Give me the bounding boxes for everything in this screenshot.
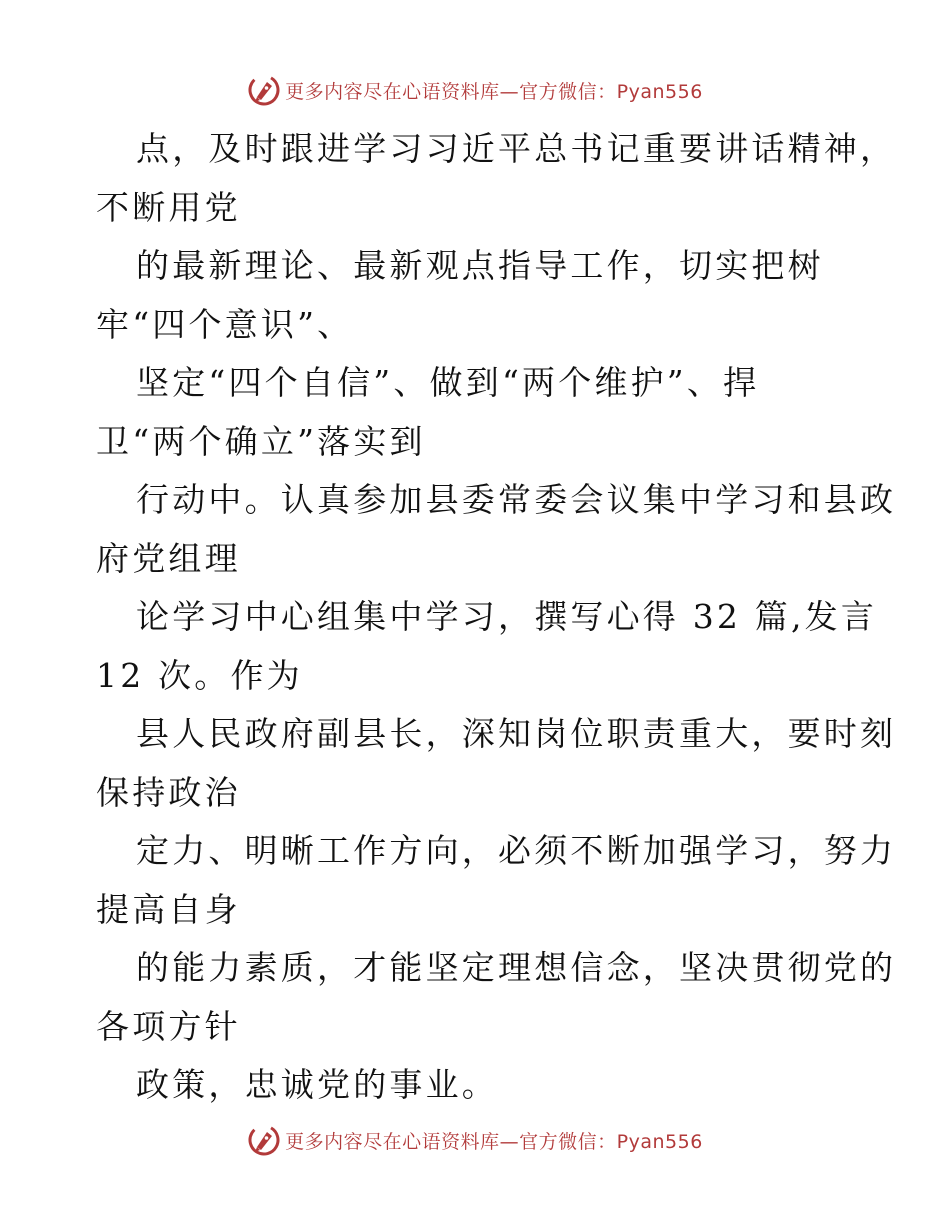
text-line: 牢“四个意识”、 <box>96 304 354 344</box>
footer-banner-text: 更多内容尽在心语资料库—官方微信：Pyan556 <box>285 1130 703 1153</box>
pen-nib-logo-icon <box>247 1123 281 1157</box>
text-line: 论学习中心组集中学习，撰写心得 32 篇,发言 <box>136 597 878 636</box>
text-line: 提高自身 <box>96 889 241 929</box>
text-line: 卫“两个确立”落实到 <box>96 421 426 461</box>
text-line: 的最新理论、最新观点指导工作，切实把树 <box>136 246 824 285</box>
text-line: 点，及时跟进学习习近平总书记重要讲话精神， <box>136 129 897 168</box>
text-line: 保持政治 <box>96 772 241 812</box>
text-line: 县人民政府副县长，深知岗位职责重大，要时刻 <box>136 714 897 753</box>
text-line: 的能力素质，才能坚定理想信念，坚决贯彻党的 <box>136 948 897 987</box>
pen-nib-logo-icon <box>247 73 281 107</box>
text-line: 不断用党 <box>96 187 241 227</box>
text-line: 定力、明晰工作方向，必须不断加强学习，努力 <box>136 831 897 870</box>
header-banner <box>0 70 950 110</box>
text-line: 坚定“四个自信”、做到“两个维护”、捍 <box>136 363 760 402</box>
text-line: 12 次。作为 <box>96 655 303 695</box>
document-body <box>96 120 897 1115</box>
text-line: 政策，忠诚党的事业。 <box>136 1065 498 1104</box>
text-line: 府党组理 <box>96 538 241 578</box>
footer-banner <box>0 1120 950 1160</box>
text-line: 行动中。认真参加县委常委会议集中学习和县政 <box>136 480 897 519</box>
text-line: 各项方针 <box>96 1006 241 1046</box>
header-banner-text: 更多内容尽在心语资料库—官方微信：Pyan556 <box>285 80 703 103</box>
